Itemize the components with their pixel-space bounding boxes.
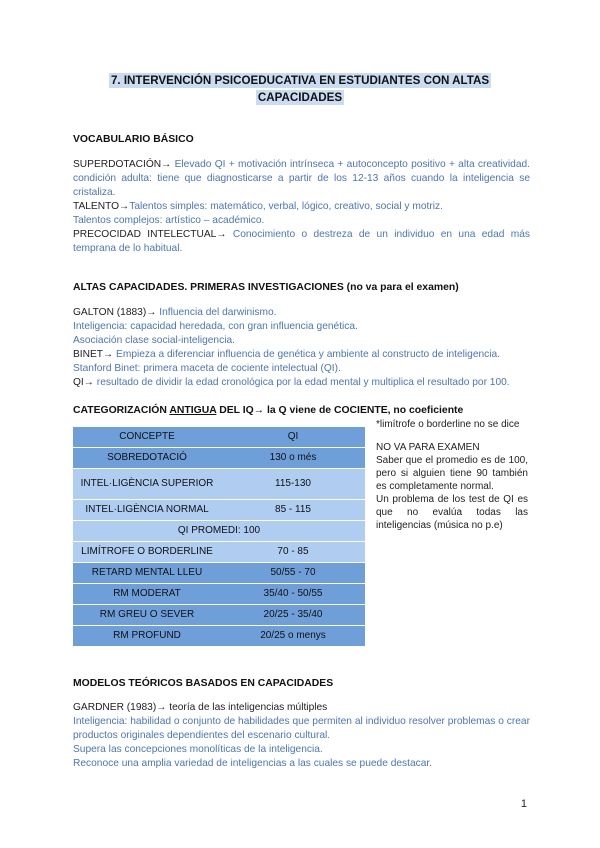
gardner-term: GARDNER (1983): [73, 702, 157, 713]
table-cell: SOBREDOTACIÓ: [73, 448, 221, 469]
table-row: [73, 448, 365, 469]
table-cell: RM PROFUND: [73, 626, 221, 647]
page-title-line1: 7. INTERVENCIÓN PSICOEDUCATIVA EN ESTUDIANTES CON ALTAS: [110, 74, 490, 87]
section-heading-primeras-investigaciones: ALTAS CAPACIDADES. PRIMERAS INVESTIGACIONES (no va para el examen): [73, 282, 459, 293]
table-cell: RETARD MENTAL LLEU: [73, 563, 221, 584]
table-cell-qi-promedi: QI PROMEDI: 100: [73, 521, 365, 542]
galton-line: [73, 306, 530, 320]
arrow-icon: →: [146, 307, 157, 318]
table-cell: 85 - 115: [221, 500, 365, 521]
table-cell: INTEL·LIGÈNCIA SUPERIOR: [73, 469, 221, 500]
section-modelos-body: [73, 701, 530, 771]
qi-definition: resultado de dividir la edad cronológica por la edad mental y multiplica el resultado por 100.: [96, 377, 510, 388]
table-cell: INTEL·LIGÈNCIA NORMAL: [73, 500, 221, 521]
asociacion-line: Asociación clase social-inteligencia.: [73, 335, 235, 346]
arrow-icon: →: [119, 201, 130, 212]
inteligencia-definition-line: Inteligencia: habilidad o conjunto de habilidades que permiten al individuo resolver problemas o crear productos originales dependientes del escenario cultural.: [73, 716, 530, 741]
page-number: 1: [520, 798, 527, 810]
table-header-cell: CONCEPTE: [73, 427, 221, 448]
binet-definition: Empieza a diferenciar influencia de genética y ambiente al constructo de inteligencia.: [116, 349, 501, 360]
precocidad-paragraph: [73, 228, 530, 256]
categorizacion-heading-part1: CATEGORIZACIÓN: [73, 405, 170, 416]
binet-term: BINET: [73, 349, 104, 360]
section-vocabulario-body: [73, 158, 530, 256]
talento-definition: Talentos simples: matemático, verbal, lógico, creativo, social y motriz.: [129, 201, 443, 212]
table-cell: 130 o més: [221, 448, 365, 469]
talento-term: TALENTO: [73, 201, 120, 212]
arrow-icon: →: [156, 702, 167, 713]
inteligencia-heredada-line: Inteligencia: capacidad heredada, con gran influencia genética.: [73, 321, 358, 332]
table-cell: 50/55 - 70: [221, 563, 365, 584]
gardner-definition: teoría de las inteligencias múltiples: [169, 702, 328, 713]
arrow-icon: →: [103, 349, 114, 360]
table-row: [73, 626, 365, 647]
table-side-notes: [376, 418, 528, 532]
superdotacion-paragraph: [73, 158, 530, 200]
table-cell: 70 - 85: [221, 542, 365, 563]
supera-concepciones-line: Supera las concepciones monolíticas de la inteligencia.: [73, 744, 323, 755]
qi-line: [73, 376, 530, 390]
gardner-line: [73, 701, 530, 715]
precocidad-definition: Conocimiento o destreza de un individuo en una edad más temprana de lo habitual.: [73, 229, 530, 254]
superdotacion-term: SUPERDOTACIÓN: [73, 159, 162, 170]
table-cell: 115-130: [221, 469, 365, 500]
section-heading-vocabulario: VOCABULARIO BÁSICO: [73, 134, 194, 145]
table-row: [73, 542, 365, 563]
binet-line: [73, 348, 530, 362]
table-row: [73, 521, 365, 542]
superdotacion-definition: Elevado QI + motivación intrínseca + autoconcepto positivo + alta creatividad. condición adulta: tiene que diagnosticarse a partir de los 12-13 años cuando la inteligencia se cristaliza.: [73, 159, 530, 198]
iq-classification-table: [73, 427, 365, 647]
side-note-no-examen: NO VA PARA EXAMEN: [376, 442, 480, 453]
table-cell: RM GREU O SEVER: [73, 605, 221, 626]
categorizacion-heading-part2: DEL IQ: [216, 405, 254, 416]
categorizacion-heading-part3: la Q viene de COCIENTE, no coeficiente: [264, 405, 464, 416]
side-note-problema-test: Un problema de los test de QI es que no evalúa todas las inteligencias (música no p.e): [376, 494, 528, 531]
table-header-cell: QI: [221, 427, 365, 448]
page-title: [100, 72, 500, 106]
arrow-icon: →: [161, 159, 172, 170]
stanford-binet-line: Stanford Binet: primera maceta de cociente intelectual (QI).: [73, 363, 341, 374]
reconoce-variedad-line: Reconoce una amplia variedad de inteligencias a las cuales se puede destacar.: [73, 758, 433, 769]
section-investigaciones-body: [73, 306, 530, 390]
talento-paragraph: [73, 200, 530, 214]
table-cell: 20/25 o menys: [221, 626, 365, 647]
table-row: [73, 584, 365, 605]
table-row: [73, 563, 365, 584]
section-heading-categorizacion: [73, 404, 463, 418]
table-row: [73, 469, 365, 500]
table-cell: LIMÍTROFE O BORDERLINE: [73, 542, 221, 563]
categorizacion-heading-underlined: ANTIGUA: [169, 405, 217, 416]
table-cell: 35/40 - 50/55: [221, 584, 365, 605]
side-note-promedio: Saber que el promedio es de 100, pero si alguien tiene 90 también es completamente normal.: [376, 455, 528, 492]
table-row: [73, 500, 365, 521]
table-cell: RM MODERAT: [73, 584, 221, 605]
qi-term: QI: [73, 377, 84, 388]
galton-definition: Influencia del darwinismo.: [159, 307, 277, 318]
table-cell: 20/25 - 35/40: [221, 605, 365, 626]
talentos-complejos-line: Talentos complejos: artístico – académico.: [73, 215, 265, 226]
arrow-icon: →: [253, 405, 265, 416]
side-note-borderline: *limítrofe o borderline no se dice: [376, 419, 520, 430]
section-heading-modelos-teoricos: MODELOS TEÓRICOS BASADOS EN CAPACIDADES: [73, 678, 334, 689]
precocidad-term: PRECOCIDAD INTELECTUAL: [73, 229, 217, 240]
galton-term: GALTON (1883): [73, 307, 147, 318]
page-title-line2: CAPACIDADES: [257, 91, 343, 104]
table-header-row: [73, 427, 365, 448]
arrow-icon: →: [83, 377, 94, 388]
table-row: [73, 605, 365, 626]
arrow-icon: →: [216, 229, 227, 240]
